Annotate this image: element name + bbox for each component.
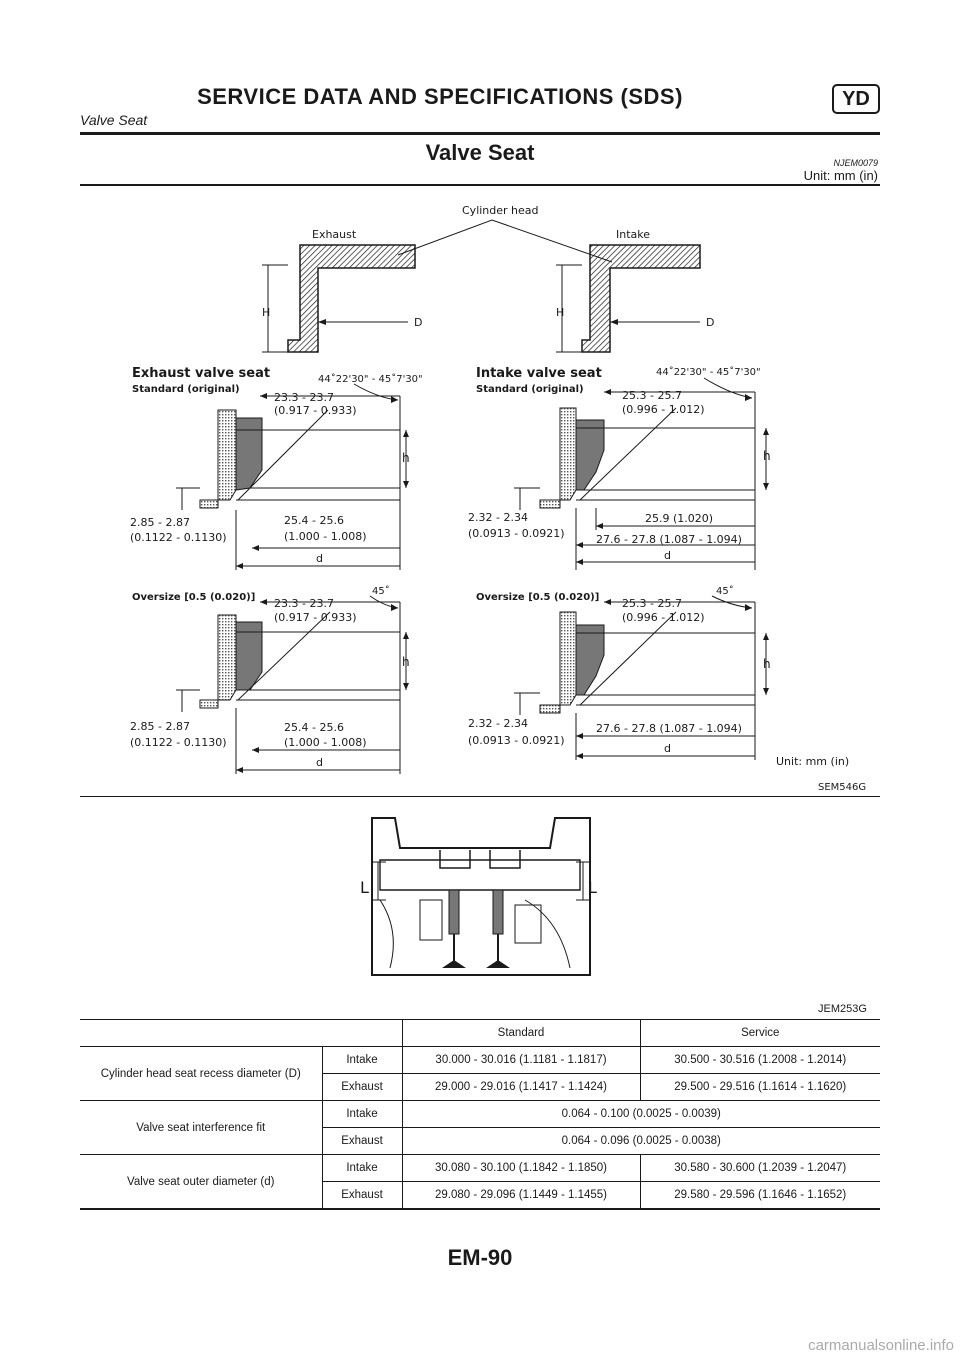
exhaust-valve-seat-title: Exhaust valve seat xyxy=(132,366,271,381)
exhaust-os-w1: 23.3 - 23.7 xyxy=(274,597,334,610)
row-service: 29.580 - 29.596 (1.1646 - 1.1652) xyxy=(640,1182,880,1210)
intake-w3: 27.6 - 27.8 (1.087 - 1.094) xyxy=(596,533,742,546)
row-standard: 30.080 - 30.100 (1.1842 - 1.1850) xyxy=(402,1155,640,1182)
header-standard: Standard xyxy=(402,1020,640,1047)
intake-valve-seat-title: Intake valve seat xyxy=(476,366,602,381)
exhaust-os-depth: 2.85 - 2.87 xyxy=(130,720,190,733)
exhaust-os-w2-in: (1.000 - 1.008) xyxy=(284,736,367,749)
exhaust-depth-in: (0.1122 - 0.1130) xyxy=(130,531,227,544)
row-sub: Intake xyxy=(322,1101,402,1128)
table-row xyxy=(80,1047,880,1074)
exhaust-w1-in: (0.917 - 0.933) xyxy=(274,404,357,417)
table-row xyxy=(80,1101,880,1128)
exhaust-angle-os: 45˚ xyxy=(372,586,390,597)
intake-oversize-diagram xyxy=(468,585,849,768)
exhaust-os-w1-in: (0.917 - 0.933) xyxy=(274,611,357,624)
valve-seat-spec-table xyxy=(80,1019,880,1210)
intake-depth-in: (0.0913 - 0.0921) xyxy=(468,527,565,540)
figure-caption-jem253g: JEM253G xyxy=(818,1003,867,1015)
L-label-left: L xyxy=(360,878,369,897)
exhaust-angle: 44˚22'30" - 45˚7'30" xyxy=(318,374,423,385)
cylinder-head-label: Cylinder head xyxy=(462,204,539,217)
row-sub: Exhaust xyxy=(322,1182,402,1210)
row-service: 29.500 - 29.516 (1.1614 - 1.1620) xyxy=(640,1074,880,1101)
cylinder-head-overview xyxy=(262,204,714,352)
L-label-right: L xyxy=(588,878,597,897)
figure-unit: Unit: mm (in) xyxy=(776,755,850,768)
exhaust-os-d: d xyxy=(316,756,323,769)
exhaust-h: h xyxy=(402,451,410,465)
H-label-exhaust: H xyxy=(262,306,271,319)
exhaust-os-depth-in: (0.1122 - 0.1130) xyxy=(130,736,227,749)
row-label: Cylinder head seat recess diameter (D) xyxy=(80,1047,322,1101)
exhaust-oversize-label: Oversize [0.5 (0.020)] xyxy=(132,592,256,603)
section-code: NJEM0079 xyxy=(833,158,878,168)
page-header-subtitle: Valve Seat xyxy=(80,112,148,128)
section-title: Valve Seat xyxy=(425,140,535,165)
figure-caption-sem546g: SEM546G xyxy=(818,782,867,793)
intake-h: h xyxy=(763,449,771,463)
cylinder-head-section-diagram xyxy=(360,815,600,980)
exhaust-os-h: h xyxy=(402,655,410,669)
row-standard: 29.080 - 29.096 (1.1449 - 1.1455) xyxy=(402,1182,640,1210)
row-label: Valve seat interference fit xyxy=(80,1101,322,1155)
valve-seat-diagram xyxy=(80,190,880,800)
row-service: 30.580 - 30.600 (1.2039 - 1.2047) xyxy=(640,1155,880,1182)
row-sub: Intake xyxy=(322,1155,402,1182)
intake-angle-os: 45˚ xyxy=(716,586,734,597)
intake-os-w3: 27.6 - 27.8 (1.087 - 1.094) xyxy=(596,722,742,735)
exhaust-d: d xyxy=(316,552,323,565)
intake-depth: 2.32 - 2.34 xyxy=(468,511,528,524)
section-unit: Unit: mm (in) xyxy=(803,168,878,183)
row-standard: 29.000 - 29.016 (1.1417 - 1.1424) xyxy=(402,1074,640,1101)
exhaust-depth: 2.85 - 2.87 xyxy=(130,516,190,529)
figure-rule-1 xyxy=(80,796,880,797)
intake-w1-in: (0.996 - 1.012) xyxy=(622,403,705,416)
exhaust-standard-label: Standard (original) xyxy=(132,384,240,395)
table-row xyxy=(80,1155,880,1182)
intake-oversize-label: Oversize [0.5 (0.020)] xyxy=(476,592,600,603)
intake-os-h: h xyxy=(763,657,771,671)
row-label: Valve seat outer diameter (d) xyxy=(80,1155,322,1210)
intake-standard-diagram xyxy=(468,366,771,570)
intake-d: d xyxy=(664,549,671,562)
intake-angle: 44˚22'30" - 45˚7'30" xyxy=(656,367,761,378)
exhaust-w1: 23.3 - 23.7 xyxy=(274,391,334,404)
exhaust-os-w2: 25.4 - 25.6 xyxy=(284,721,344,734)
watermark: carmanualsonline.info xyxy=(808,1337,954,1354)
section-rule xyxy=(80,184,880,186)
row-service: 30.500 - 30.516 (1.2008 - 1.2014) xyxy=(640,1047,880,1074)
intake-os-d: d xyxy=(664,742,671,755)
exhaust-w2: 25.4 - 25.6 xyxy=(284,514,344,527)
page-header-title: SERVICE DATA AND SPECIFICATIONS (SDS) xyxy=(197,84,683,109)
row-sub: Exhaust xyxy=(322,1128,402,1155)
row-standard: 30.000 - 30.016 (1.1181 - 1.1817) xyxy=(402,1047,640,1074)
intake-w2: 25.9 (1.020) xyxy=(645,512,714,525)
D-label-exhaust: D xyxy=(414,316,423,329)
intake-standard-label: Standard (original) xyxy=(476,384,584,395)
exhaust-w2-in: (1.000 - 1.008) xyxy=(284,530,367,543)
intake-os-w1-in: (0.996 - 1.012) xyxy=(622,611,705,624)
intake-w1: 25.3 - 25.7 xyxy=(622,389,682,402)
intake-os-depth: 2.32 - 2.34 xyxy=(468,717,528,730)
page-number: EM-90 xyxy=(447,1245,513,1270)
intake-label: Intake xyxy=(616,228,651,241)
H-label-intake: H xyxy=(556,306,565,319)
D-label-intake: D xyxy=(706,316,715,329)
header-rule xyxy=(80,132,880,135)
row-value: 0.064 - 0.096 (0.0025 - 0.0038) xyxy=(402,1128,880,1155)
row-value: 0.064 - 0.100 (0.0025 - 0.0039) xyxy=(402,1101,880,1128)
exhaust-oversize-diagram xyxy=(130,585,410,774)
exhaust-label: Exhaust xyxy=(312,228,357,241)
header-service: Service xyxy=(640,1020,880,1047)
intake-os-w1: 25.3 - 25.7 xyxy=(622,597,682,610)
intake-os-depth-in: (0.0913 - 0.0921) xyxy=(468,734,565,747)
engine-badge: YD xyxy=(832,84,880,114)
row-sub: Intake xyxy=(322,1047,402,1074)
row-sub: Exhaust xyxy=(322,1074,402,1101)
table-header-row xyxy=(80,1020,880,1047)
exhaust-standard-diagram xyxy=(130,366,423,570)
